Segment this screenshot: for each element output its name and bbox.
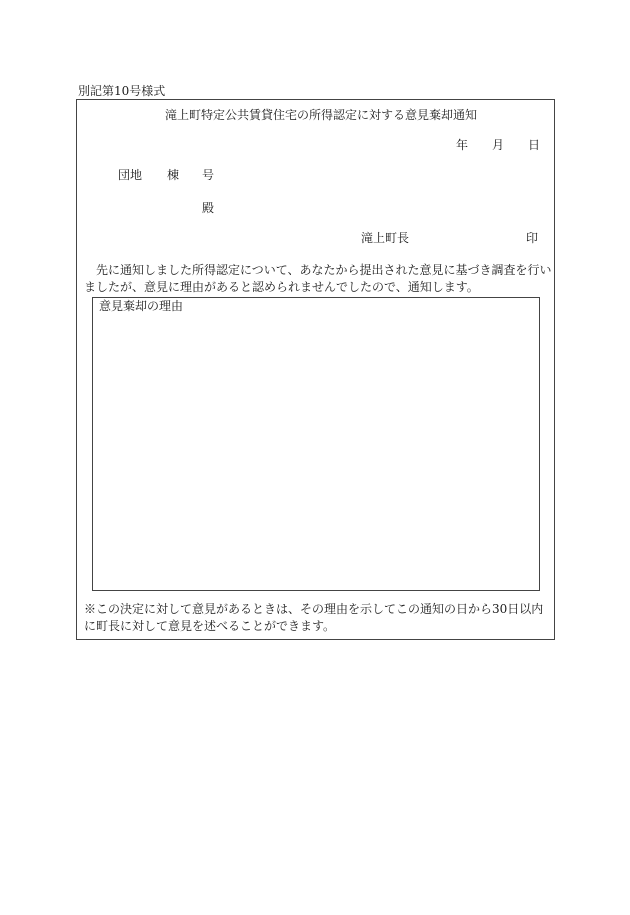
appeal-note: ※この決定に対して意見があるときは、その理由を示してこの通知の日から30日以内に町長に対して意見を述べることができます。 [84,602,544,633]
date-month-label: 月 [492,138,505,152]
reason-box [92,297,540,591]
address-danchi-label: 団地 [118,168,143,182]
date-day-label: 日 [528,138,541,152]
recipient-honorific: 殿 [202,201,215,215]
document-title: 滝上町特定公共賃貸住宅の所得認定に対する意見棄却通知 [165,108,478,122]
issuer-name: 滝上町長 [361,231,410,245]
form-number-label: 別記第10号様式 [78,84,166,98]
seal-mark: 印 [526,231,539,245]
address-building-label: 棟 [167,168,180,182]
notice-body: 先に通知しました所得認定について、あなたから提出された意見に基づき調査を行いましたが、意見に理由があると認められませんでしたので、通知します。 [84,263,552,294]
reason-label: 意見棄却の理由 [99,299,184,313]
address-unit-label: 号 [202,168,215,182]
date-year-label: 年 [456,138,469,152]
